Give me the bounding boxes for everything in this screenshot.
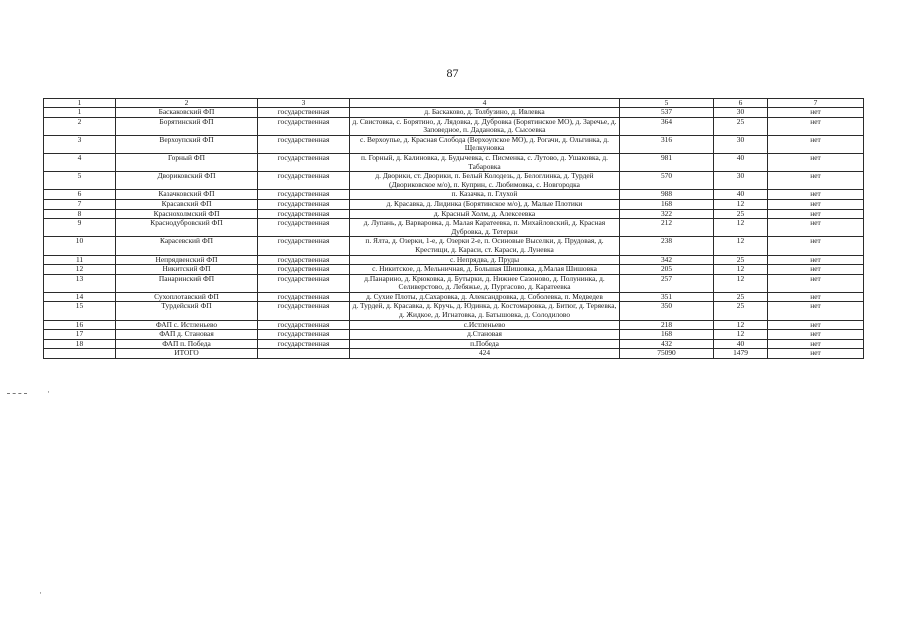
availability-cell: нет xyxy=(768,274,864,292)
availability-cell: нет xyxy=(768,108,864,118)
row-number-cell: 2 xyxy=(44,117,116,135)
served-settlements-cell: с. Никитское, д. Мельничная, д. Большая Шишовка, д.Малая Шишовка xyxy=(350,265,620,275)
row-number-cell: 15 xyxy=(44,302,116,320)
facility-name-cell: Борятинский ФП xyxy=(116,117,258,135)
ownership-form-cell: государственная xyxy=(258,237,350,255)
served-settlements-cell: п. Горный, д. Калиновка, д. Будычевка, с. Писменка, с. Лутово, д. Ушаковка, д. Табаровка xyxy=(350,153,620,171)
row-number-cell xyxy=(44,349,116,359)
availability-cell: нет xyxy=(768,117,864,135)
distance-cell: 30 xyxy=(714,108,768,118)
served-settlements-cell: д. Свистовка, с. Борятино, д. Лядовка, д. Дубровка (Борятинское МО), д. Заречье, д. Заповедное, п. Дадановка, д. Сысоевка xyxy=(350,117,620,135)
stray-dot: · xyxy=(47,387,50,397)
row-number-cell: 9 xyxy=(44,219,116,237)
distance-cell: 12 xyxy=(714,330,768,340)
population-cell: 570 xyxy=(620,172,714,190)
ownership-form-cell: государственная xyxy=(258,219,350,237)
table-row xyxy=(44,153,864,171)
table-row xyxy=(44,320,864,330)
facility-name-cell: Краснохолмский ФП xyxy=(116,209,258,219)
ownership-form-cell: государственная xyxy=(258,153,350,171)
population-cell: 350 xyxy=(620,302,714,320)
row-number-cell: 6 xyxy=(44,190,116,200)
ownership-form-cell: государственная xyxy=(258,339,350,349)
table-row xyxy=(44,209,864,219)
row-number-cell: 17 xyxy=(44,330,116,340)
population-cell: 205 xyxy=(620,265,714,275)
table-body xyxy=(44,99,864,359)
facilities-table xyxy=(43,98,864,359)
served-settlements-cell: п. Ялта, д. Озерки, 1-е, д. Озерки 2-е, п. Осиновые Выселки, д. Прудовая, д. Крестищи, д. Караси, ст. Караси, д. Луневка xyxy=(350,237,620,255)
population-cell: 988 xyxy=(620,190,714,200)
served-settlements-cell: 424 xyxy=(350,349,620,359)
served-settlements-cell: д. Сухие Плоты, д.Сахаровка, д. Александровка, д. Соболевка, п. Медведев xyxy=(350,292,620,302)
served-settlements-cell: д. Дворики, ст. Дворики, п. Белый Колодезь, д. Белоглинка, д. Турдей (Двориковское м/о), п. Куприн, с. Любимовка, с. Новгородка xyxy=(350,172,620,190)
stray-dot: · xyxy=(39,588,42,598)
availability-cell: нет xyxy=(768,320,864,330)
facility-name-cell: Казачковский ФП xyxy=(116,190,258,200)
ownership-form-cell: государственная xyxy=(258,330,350,340)
row-number-cell: 3 xyxy=(44,135,116,153)
distance-cell: 12 xyxy=(714,219,768,237)
distance-cell: 1479 xyxy=(714,349,768,359)
availability-cell: нет xyxy=(768,265,864,275)
population-cell: 342 xyxy=(620,255,714,265)
table-row xyxy=(44,190,864,200)
availability-cell: нет xyxy=(768,219,864,237)
total-row xyxy=(44,349,864,359)
facility-name-cell: Двориковский ФП xyxy=(116,172,258,190)
ownership-form-cell: государственная xyxy=(258,302,350,320)
served-settlements-cell: д. Турдей, д. Красавка, д. Кручь, д. Юдинка, д. Костомаровка, д. Битюг, д. Теряевка, д. Жидкое, д. Игнатовка, д. Батышовка, д. Солодилово xyxy=(350,302,620,320)
column-header: 5 xyxy=(620,99,714,108)
distance-cell: 12 xyxy=(714,199,768,209)
served-settlements-cell: д.Становая xyxy=(350,330,620,340)
table-row xyxy=(44,265,864,275)
facility-name-cell: Красавский ФП xyxy=(116,199,258,209)
distance-cell: 12 xyxy=(714,320,768,330)
ownership-form-cell: государственная xyxy=(258,274,350,292)
ownership-form-cell: государственная xyxy=(258,209,350,219)
served-settlements-cell: д.Панарино, д. Крюковка, д. Бутырки, д. Нижнее Сазоново, д. Полунинка, д. Селиверстово, д. Лебяжье, д. Пургасово, д. Каратеевка xyxy=(350,274,620,292)
availability-cell: нет xyxy=(768,172,864,190)
distance-cell: 25 xyxy=(714,292,768,302)
distance-cell: 40 xyxy=(714,339,768,349)
ownership-form-cell: государственная xyxy=(258,117,350,135)
facility-name-cell: Карасевский ФП xyxy=(116,237,258,255)
table-row xyxy=(44,199,864,209)
facility-name-cell: Турдейский ФП xyxy=(116,302,258,320)
availability-cell: нет xyxy=(768,135,864,153)
ownership-form-cell xyxy=(258,349,350,359)
row-number-cell: 7 xyxy=(44,199,116,209)
availability-cell: нет xyxy=(768,199,864,209)
column-header: 7 xyxy=(768,99,864,108)
population-cell: 212 xyxy=(620,219,714,237)
table-row xyxy=(44,117,864,135)
table-row xyxy=(44,330,864,340)
distance-cell: 30 xyxy=(714,172,768,190)
column-header: 2 xyxy=(116,99,258,108)
population-cell: 238 xyxy=(620,237,714,255)
column-header: 4 xyxy=(350,99,620,108)
availability-cell: нет xyxy=(768,153,864,171)
population-cell: 218 xyxy=(620,320,714,330)
distance-cell: 30 xyxy=(714,135,768,153)
served-settlements-cell: д. Баскаково, д. Толбузино, д. Ивлевка xyxy=(350,108,620,118)
facility-name-cell: Сухоплотавский ФП xyxy=(116,292,258,302)
row-number-cell: 11 xyxy=(44,255,116,265)
facility-name-cell: Никитский ФП xyxy=(116,265,258,275)
table-row xyxy=(44,237,864,255)
availability-cell: нет xyxy=(768,330,864,340)
availability-cell: нет xyxy=(768,292,864,302)
population-cell: 351 xyxy=(620,292,714,302)
ownership-form-cell: государственная xyxy=(258,320,350,330)
row-number-cell: 16 xyxy=(44,320,116,330)
table-row xyxy=(44,302,864,320)
row-number-cell: 10 xyxy=(44,237,116,255)
row-number-cell: 13 xyxy=(44,274,116,292)
availability-cell: нет xyxy=(768,209,864,219)
ownership-form-cell: государственная xyxy=(258,199,350,209)
table-row xyxy=(44,339,864,349)
ownership-form-cell: государственная xyxy=(258,255,350,265)
distance-cell: 25 xyxy=(714,209,768,219)
availability-cell: нет xyxy=(768,255,864,265)
population-cell: 981 xyxy=(620,153,714,171)
availability-cell: нет xyxy=(768,302,864,320)
page-number: 87 xyxy=(446,66,459,80)
table-row xyxy=(44,108,864,118)
row-number-cell: 1 xyxy=(44,108,116,118)
table-row xyxy=(44,172,864,190)
facility-name-cell: Горный ФП xyxy=(116,153,258,171)
ownership-form-cell: государственная xyxy=(258,190,350,200)
facility-name-cell: Баскаковский ФП xyxy=(116,108,258,118)
served-settlements-cell: п.Победа xyxy=(350,339,620,349)
table-row xyxy=(44,219,864,237)
served-settlements-cell: д. Красавка, д. Лидинка (Борятинское м/о), д. Малые Плотики xyxy=(350,199,620,209)
column-header: 1 xyxy=(44,99,116,108)
ownership-form-cell: государственная xyxy=(258,108,350,118)
table-row xyxy=(44,135,864,153)
availability-cell: нет xyxy=(768,237,864,255)
row-number-cell: 5 xyxy=(44,172,116,190)
population-cell: 168 xyxy=(620,199,714,209)
population-cell: 257 xyxy=(620,274,714,292)
availability-cell: нет xyxy=(768,349,864,359)
distance-cell: 40 xyxy=(714,190,768,200)
column-header: 3 xyxy=(258,99,350,108)
population-cell: 432 xyxy=(620,339,714,349)
distance-cell: 12 xyxy=(714,274,768,292)
distance-cell: 40 xyxy=(714,153,768,171)
facility-name-cell: ФАП д. Становая xyxy=(116,330,258,340)
table-row xyxy=(44,274,864,292)
row-number-cell: 4 xyxy=(44,153,116,171)
ownership-form-cell: государственная xyxy=(258,292,350,302)
facility-name-cell: ИТОГО xyxy=(116,349,258,359)
served-settlements-cell: с.Истленьево xyxy=(350,320,620,330)
served-settlements-cell: д. Красный Холм, д. Алексеевка xyxy=(350,209,620,219)
availability-cell: нет xyxy=(768,339,864,349)
served-settlements-cell: с. Верхоупье, д. Красная Слобода (Верхоупское МО), д. Рогачи, д. Ольгинка, д. Щелкуновка xyxy=(350,135,620,153)
distance-cell: 25 xyxy=(714,255,768,265)
column-header: 6 xyxy=(714,99,768,108)
table-row xyxy=(44,255,864,265)
served-settlements-cell: д. Лупань, д. Варваровка, д. Малая Каратеевка, п. Михайловский, д. Красная Дубровка, д. Тетерки xyxy=(350,219,620,237)
served-settlements-cell: с. Непрядва, д. Пруды xyxy=(350,255,620,265)
population-cell: 537 xyxy=(620,108,714,118)
distance-cell: 12 xyxy=(714,237,768,255)
population-cell: 322 xyxy=(620,209,714,219)
facility-name-cell: ФАП с. Истленьево xyxy=(116,320,258,330)
margin-mark xyxy=(7,393,27,394)
facility-name-cell: ФАП п. Победа xyxy=(116,339,258,349)
ownership-form-cell: государственная xyxy=(258,172,350,190)
facility-name-cell: Непрядвенский ФП xyxy=(116,255,258,265)
population-cell: 75090 xyxy=(620,349,714,359)
population-cell: 168 xyxy=(620,330,714,340)
distance-cell: 25 xyxy=(714,117,768,135)
ownership-form-cell: государственная xyxy=(258,135,350,153)
facility-name-cell: Верхоупский ФП xyxy=(116,135,258,153)
facility-name-cell: Панаринский ФП xyxy=(116,274,258,292)
served-settlements-cell: п. Казачка, п. Глухой xyxy=(350,190,620,200)
row-number-cell: 18 xyxy=(44,339,116,349)
facility-name-cell: Краснодубровский ФП xyxy=(116,219,258,237)
distance-cell: 25 xyxy=(714,302,768,320)
row-number-cell: 12 xyxy=(44,265,116,275)
table-row xyxy=(44,292,864,302)
ownership-form-cell: государственная xyxy=(258,265,350,275)
row-number-cell: 8 xyxy=(44,209,116,219)
distance-cell: 12 xyxy=(714,265,768,275)
header-row xyxy=(44,99,864,108)
row-number-cell: 14 xyxy=(44,292,116,302)
population-cell: 316 xyxy=(620,135,714,153)
availability-cell: нет xyxy=(768,190,864,200)
population-cell: 364 xyxy=(620,117,714,135)
